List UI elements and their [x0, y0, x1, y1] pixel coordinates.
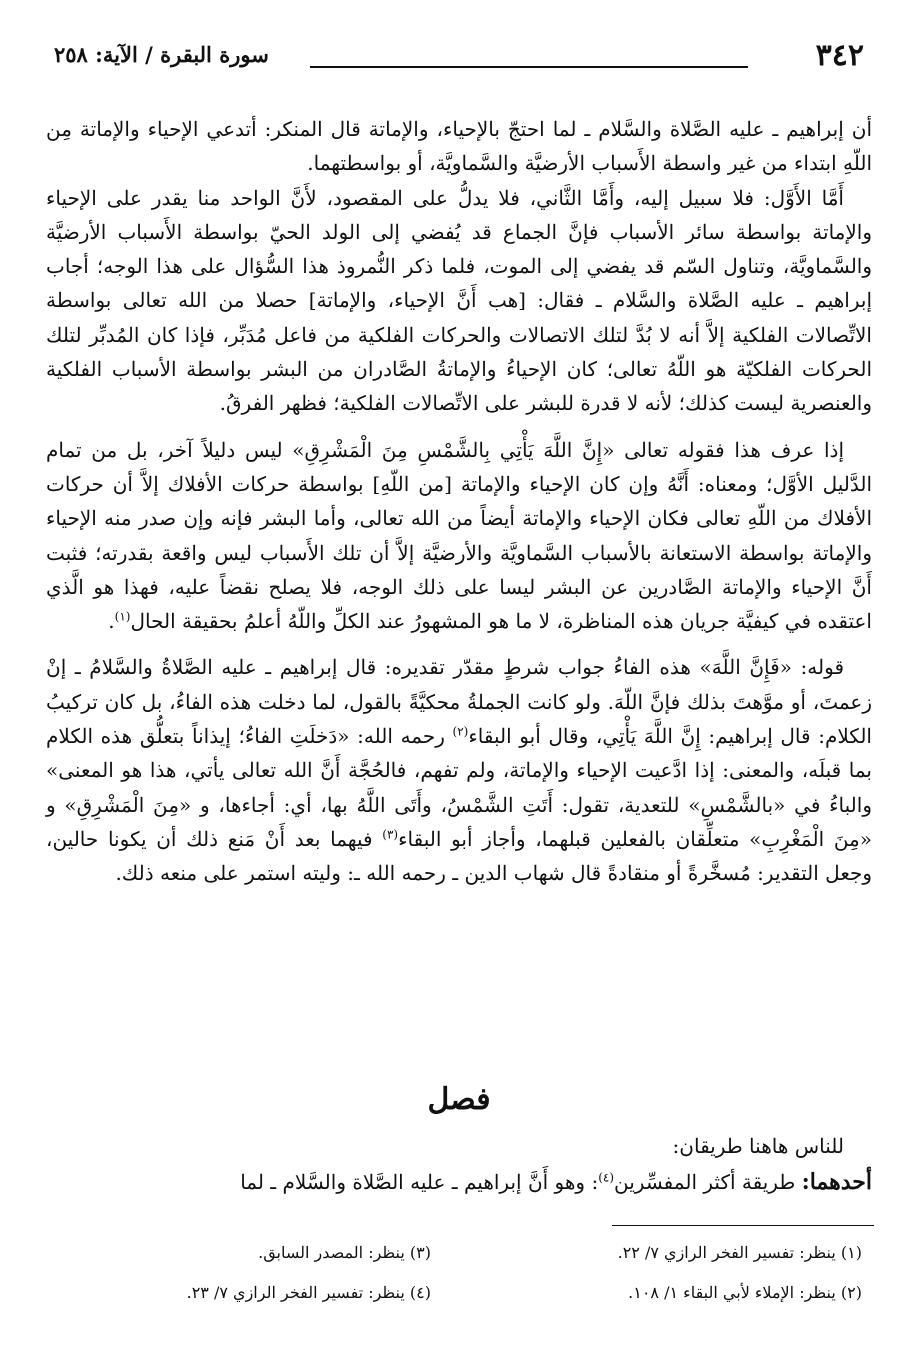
paragraph-3-text: إذا عرف هذا فقوله تعالى «إِنَّ اللَّهَ يَأْتِي بِالشَّمْسِ مِنَ الْمَشْرِقِ» ليس دليلاً آخر، بل من تمام الدَّليل الأوَّل؛ ومعناه: أَنَّهُ وإن كان الإحياء والإماتة [من اللّهِ] بواسطة حركات الأفلاك إلاَّ أن حركات الأفلاك من اللّهِ تعالى فكان الإحياء والإماتة أيضاً من الله تعالى، وأما البشر فإنه وإن صدر منه الإحياء والإماتة بواسطة الاستعانة بالأسباب السَّماويَّة والأرضيَّة إلاَّ أن تلك الأَسباب ليس واقعة بقدرته؛ فثبت أَنَّ الإحياء والإماتة الصَّادرين عن البشر ليسا على ذلك الوجه، فلا يصلح نقضاً عليه، فهذا هو الَّذي اعتقده في كيفيَّة جريان هذه المناظرة، لا ما هو المشهورُ عند الكلِّ واللّهُ أعلمُ بحقيقة الحال: [46, 437, 872, 634]
surah-title: سورة البقرة / الآية: ٢٥٨: [54, 42, 269, 67]
footnotes: [46, 1240, 872, 1320]
paragraph-4-text-a: قوله: «فَإِنَّ اللَّهَ» هذه الفاءُ جواب شرطٍ مقدّر تقديره: قال إبراهيم ـ عليه الصَّلاةُ والسَّلامُ ـ إنْ زعمتَ، أو موَّهتَ بذلك فإنَّ اللّهَ. ولو كانت الجملةُ محكيَّةً بالقول، لما دخلت هذه الفاءُ، بل كان تركيبُ الكلام: قال إبراهيم: إِنَّ اللَّهَ يَأْتِي، وقال أبو البقاء: [46, 655, 872, 749]
footnote-4: (٤) ينظر: تفسير الفخر الرازي ٧/ ٢٣.: [186, 1283, 431, 1302]
section-first-way: [46, 1164, 872, 1200]
section-title: فصل: [427, 1082, 491, 1117]
page-header: [48, 38, 872, 78]
paragraph-4: [46, 650, 872, 890]
paragraph-4-text-b: رحمه الله: «دَخلَتِ الفاءُ؛ إيذاناً بتعلُّق هذه الكلام بما قبلَه، والمعنى: إذا ادَّعيت الإحياء والإماتة، ولم تفهم، فالحُجَّة أَنَّ الله تعالى يأتي، هذا هو المعنى» والباءُ في «بالشَّمْسِ» للتعدية، تقول: أَتَتِ الشَّمْسُ، وأَتَى اللَّهُ بها، أي: أجاءها، و «مِنَ الْمَشْرِقِ» و «مِنَ الْمَغْرِبِ» متعلِّقان بالفعلين قبلهما، وأجاز أبو البقاء: [46, 724, 872, 851]
footnote-separator: [612, 1225, 874, 1226]
page-number: ٣٤٢: [815, 38, 864, 73]
paragraph-3: [46, 433, 872, 639]
first-way-text-a: طريقة أكثر المفسِّرين: [614, 1170, 802, 1194]
first-way-label: أحدهما:: [801, 1169, 872, 1195]
header-rule: [310, 66, 748, 68]
main-text: [46, 112, 872, 891]
footnote-1: (١) ينظر: تفسير الفخر الرازي ٧/ ٢٢.: [617, 1243, 862, 1262]
section-intro: للناس هاهنا طريقان:: [672, 1134, 844, 1158]
section-body: [46, 1128, 872, 1200]
footnote-ref-4[interactable]: (٤): [598, 1170, 615, 1185]
footnote-ref-2[interactable]: (٢): [452, 724, 469, 739]
footnote-2: (٢) ينظر: الإملاء لأبي البقاء ١/ ١٠٨.: [628, 1283, 862, 1302]
footnote-ref-3[interactable]: (٣): [382, 827, 399, 842]
first-way-text-b: : وهو أَنَّ إبراهيم ـ عليه الصَّلاة والسَّلام ـ لما: [240, 1170, 599, 1194]
footnote-ref-1[interactable]: (١): [114, 609, 131, 624]
paragraph-3-end: .: [108, 609, 115, 634]
footnote-3: (٣) ينظر: المصدر السابق.: [258, 1243, 431, 1262]
paragraph-4-text-c: فيهما بعد أَنْ مَنع ذلك أن يكونا حالين، وجعل التقدير: مُسخَّرةً أو منقادةً قال شهاب الدين ـ رحمه الله ـ: وليته استمر على منعه ذلك.: [46, 826, 872, 886]
footnote-row-1: [46, 1240, 872, 1266]
footnote-row-2: [46, 1280, 872, 1306]
paragraph-2: أَمَّا الأَوَّل: فلا سبيل إليه، وأَمَّا الثَّاني، فلا يدلُّ على المقصود، لأَنَّ الواحد منا يقدر على الإحياء والإماتة بواسطة سائر الأسباب فإنَّ الجماع قد يُفضي إلى الولد الحيّ بواسطة الأَسباب الأرضيَّة والسَّماويَّة، وتناول السّم قد يفضي إلى الموت، فلما ذكر النُّمروذ هذا السُّؤال على هذا الوجه؛ أجاب إبراهيم ـ عليه الصَّلاة والسَّلام ـ فقال: [هب أَنَّ الإحياء، والإماتة] حصلا من الله تعالى بواسطة الاتِّصالات الفلكية إلاَّ أنه لا بُدَّ لتلك الاتصالات والحركات الفلكية من فاعل مُدَبِّر، فإذا كان المُدبِّر لتلك الحركات الفلكيّة هو اللّهُ تعالى؛ كان الإحياءُ والإماتةُ الصَّادران من البشر بواسطة الأسباب الفلكية والعنصرية ليست كذلك؛ لأنه لا قدرة للبشر على الاتِّصالات الفلكية؛ فظهر الفرقُ.: [46, 185, 872, 416]
paragraph-1: أن إبراهيم ـ عليه الصَّلاة والسَّلام ـ لما احتجّ بالإحياء، والإماتة قال المنكر: أتدعي الإحياء والإماتة مِن اللّهِ ابتداء من غير واسطة الأَسباب الأرضيَّة والسَّماويَّة، أو بواسطتهما.: [46, 117, 872, 176]
